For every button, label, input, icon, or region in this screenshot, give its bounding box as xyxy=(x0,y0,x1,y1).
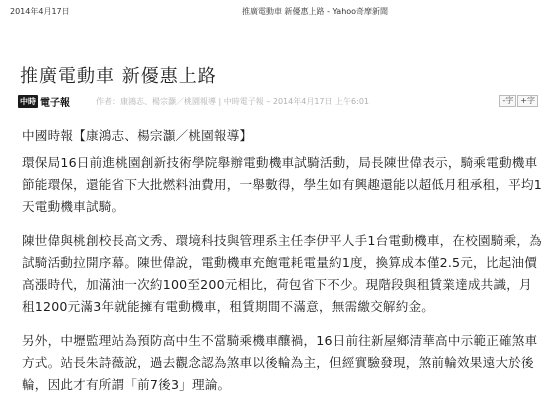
article-body xyxy=(22,125,542,408)
font-size-toggle xyxy=(499,94,538,108)
article-paragraph: 另外，中壢監理站為預防高中生不當騎乘機車釀禍，16日前往新屋鄉清華高中示範正確煞車方式。站長朱詩薇說，過去觀念認為煞車以後輪為主，但經實驗發現，煞前輪效果遠大於後輪，因此才有所謂「前7後3」理論。 xyxy=(22,333,538,392)
font-increase-button[interactable]: +字 xyxy=(517,95,538,107)
article-headline: 推廣電動車 新優惠上路 xyxy=(20,66,217,87)
publisher-logo-text: 電子報 xyxy=(40,97,70,109)
print-header xyxy=(10,6,546,20)
publisher-logo-mark: 中時 xyxy=(20,96,36,106)
publisher-logo xyxy=(18,94,70,108)
print-page-title: 推廣電動車 新優惠上路 - Yahoo奇摩新聞 xyxy=(242,7,389,16)
article-paragraph: 陳世偉與桃創校長高文秀、環境科技與管理系主任李伊平人手1台電動機車，在校園騎乘，為試騎活動拉開序幕。陳世偉說，電動機車充飽電耗電量約1度，換算成本僅2.5元，比起油價高漲時代，加滿油一次約100至200元相比，荷包省下不少。現階段與租賃業達成共識，月租1200元滿3年就能擁有電動機車，租賃期間不滿意，無需繳交解約金。 xyxy=(22,233,542,314)
font-decrease-button[interactable]: -字 xyxy=(499,95,516,107)
article-paragraph: 環保局16日前進桃園創新技術學院舉辦電動機車試騎活動，局長陳世偉表示，騎乘電動機車節能環保，還能省下大批燃料油費用，一舉數得，學生如有興趣還能以超低月租承租，平均1天電動機車試騎。 xyxy=(22,155,542,214)
article-byline: 作者：康鴻志、楊宗灝／桃園報導 | 中時電子報 – 2014年4月17日 上午6:01 xyxy=(96,97,370,106)
article-source-line: 中國時報【康鴻志、楊宗灝／桃園報導】 xyxy=(22,128,253,143)
article-meta-bar xyxy=(18,94,538,110)
print-date: 2014年4月17日 xyxy=(10,7,70,16)
